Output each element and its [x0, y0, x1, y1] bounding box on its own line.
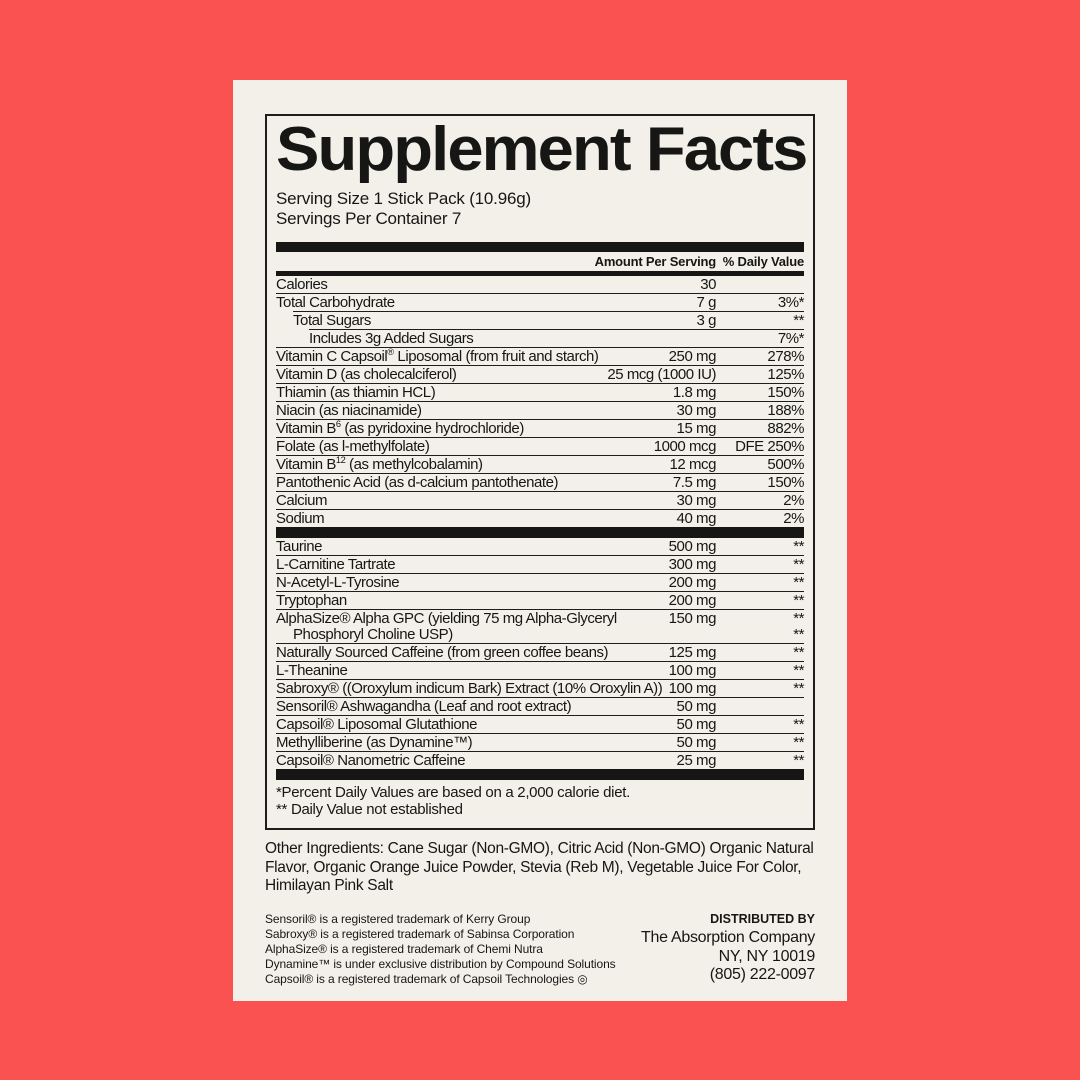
table-row: [276, 573, 804, 591]
amount-per-serving-value: 30 mg: [676, 492, 716, 510]
ingredient-name: Niacin (as niacinamide): [276, 402, 422, 420]
table-row: [276, 437, 804, 455]
table-row: [276, 509, 804, 527]
table-row: [276, 609, 804, 643]
amount-per-serving-value: 25 mg: [676, 752, 716, 770]
ingredient-name: L-Carnitine Tartrate: [276, 556, 396, 574]
amount-per-serving-value: 25 mcg (1000 IU): [607, 366, 716, 384]
divider-bar-top: [276, 242, 804, 252]
ingredient-name: Capsoil® Nanometric Caffeine: [276, 752, 466, 770]
other-ingredients: Other Ingredients: Cane Sugar (Non-GMO), Citric Acid (Non-GMO) Organic Natural Flavor, Organic Orange Juice Powder, Stevia (Reb M), Vegetable Juice For Color, Himilayan Pink Salt: [265, 840, 814, 895]
ingredient-name: Capsoil® Liposomal Glutathione: [276, 716, 478, 734]
amount-per-serving-value: 200 mg: [668, 592, 716, 610]
ingredient-name: Total Carbohydrate: [276, 294, 395, 312]
amount-per-serving-value: 150 mg: [668, 610, 716, 628]
column-headers: [276, 252, 804, 271]
ingredient-name: Naturally Sourced Caffeine (from green coffee beans): [276, 644, 609, 662]
trademark-line: AlphaSize® is a registered trademark of Chemi Nutra: [265, 941, 543, 956]
amount-per-serving-header: Amount Per Serving: [594, 254, 716, 270]
trademark-line: Dynamine™ is under exclusive distribution by Compound Solutions: [265, 956, 616, 971]
label-card: [233, 80, 847, 1001]
table-row: [276, 733, 804, 751]
amount-per-serving-value: 200 mg: [668, 574, 716, 592]
ingredient-name: Folate (as l-methylfolate): [276, 438, 430, 456]
trademark-lines: [265, 912, 641, 987]
percent-daily-value: DFE 250%: [735, 438, 804, 456]
ingredient-name: Calories: [276, 276, 328, 294]
active-ingredients-section: [276, 538, 804, 769]
percent-daily-value: 2%: [783, 492, 804, 510]
percent-daily-value: 7%*: [777, 330, 804, 348]
amount-per-serving-value: 50 mg: [676, 734, 716, 752]
ingredient-name: Vitamin $B^6$ (as pyridoxine hydrochloride): [276, 419, 524, 438]
percent-daily-value: ** **: [793, 610, 804, 644]
trademark-line: Sensoril® is a registered trademark of Kerry Group: [265, 911, 531, 926]
amount-per-serving-value: 500 mg: [668, 538, 716, 556]
table-row: [276, 276, 804, 293]
footnote-daily-values: *Percent Daily Values are based on a 2,000 calorie diet.: [276, 784, 630, 802]
percent-daily-value: **: [793, 574, 804, 592]
amount-per-serving-value: 7.5 mg: [672, 474, 716, 492]
amount-per-serving-value: 15 mg: [676, 420, 716, 438]
trademark-line: Sabroxy® is a registered trademark of Sabinsa Corporation: [265, 926, 575, 941]
table-row: [276, 661, 804, 679]
distributor-name: The Absorption Company: [641, 929, 815, 947]
amount-per-serving-value: 40 mg: [676, 510, 716, 528]
distributed-by-label: DISTRIBUTED BY: [710, 911, 815, 926]
percent-daily-value: 278%: [767, 348, 804, 366]
ingredient-name: Vitamin C Capsoil® Liposomal (from fruit and starch): [276, 347, 599, 366]
ingredient-name: AlphaSize® Alpha GPC (yielding 75 mg Alpha-Glyceryl Phosphoryl Choline USP): [276, 610, 617, 644]
ingredient-name: Calcium: [276, 492, 328, 510]
amount-per-serving-value: 1.8 mg: [672, 384, 716, 402]
ingredient-name: Tryptophan: [276, 592, 347, 610]
percent-daily-value: **: [793, 680, 804, 698]
percent-daily-value: 882%: [767, 420, 804, 438]
amount-per-serving-value: 125 mg: [668, 644, 716, 662]
ingredient-name: Total Sugars: [293, 312, 371, 330]
table-row: [276, 679, 804, 697]
supplement-facts-panel: [265, 114, 815, 830]
table-row: [276, 365, 804, 383]
ingredient-name: Sensoril® Ashwagandha (Leaf and root extract): [276, 698, 572, 716]
trademark-line: Capsoil® is a registered trademark of Capsoil Technologies ◎: [265, 971, 588, 986]
amount-per-serving-value: 1000 mcg: [653, 438, 716, 456]
table-row: [276, 383, 804, 401]
table-row: [276, 591, 804, 609]
footnote-not-established: ** Daily Value not established: [276, 801, 463, 819]
servings-per-container: Servings Per Container 7: [276, 209, 462, 229]
table-row: [276, 347, 804, 365]
ingredient-name: Sabroxy® ((Oroxylum indicum Bark) Extract (10% Oroxylin A)): [276, 680, 663, 698]
table-row: [276, 643, 804, 661]
table-row: [276, 401, 804, 419]
table-row: [276, 715, 804, 733]
divider-bar-middle: [276, 527, 804, 538]
table-row: [293, 311, 804, 329]
table-row: [276, 491, 804, 509]
table-row: [276, 697, 804, 715]
amount-per-serving-value: 300 mg: [668, 556, 716, 574]
amount-per-serving-value: 50 mg: [676, 698, 716, 716]
ingredient-name: Sodium: [276, 510, 325, 528]
distributor-block: [641, 912, 815, 985]
amount-per-serving-value: 100 mg: [668, 680, 716, 698]
percent-daily-value: 150%: [767, 474, 804, 492]
percent-daily-value: 500%: [767, 456, 804, 474]
table-row: [276, 419, 804, 437]
ingredient-name: Thiamin (as thiamin HCL): [276, 384, 436, 402]
amount-per-serving-value: 12 mcg: [669, 456, 716, 474]
percent-daily-value: **: [793, 662, 804, 680]
ingredient-name: N-Acetyl-L-Tyrosine: [276, 574, 400, 592]
amount-per-serving-value: 250 mg: [668, 348, 716, 366]
divider-bar-bottom: [276, 769, 804, 780]
percent-daily-value: **: [793, 644, 804, 662]
percent-daily-value: **: [793, 556, 804, 574]
amount-per-serving-value: 50 mg: [676, 716, 716, 734]
amount-per-serving-value: 30 mg: [676, 402, 716, 420]
footnotes: [276, 780, 804, 820]
percent-daily-value: 2%: [783, 510, 804, 528]
table-row: [309, 329, 804, 347]
percent-daily-value: **: [793, 716, 804, 734]
amount-per-serving-value: 3 g: [696, 312, 716, 330]
ingredient-name: L-Theanine: [276, 662, 348, 680]
distributor-address: NY, NY 10019: [718, 947, 815, 965]
percent-daily-value: **: [793, 312, 804, 330]
amount-per-serving-value: 100 mg: [668, 662, 716, 680]
ingredient-name: Methylliberine (as Dynamine™): [276, 734, 473, 752]
nutrients-section: [276, 276, 804, 527]
percent-daily-value: 3%*: [777, 294, 804, 312]
table-row: [276, 293, 804, 311]
serving-size: Serving Size 1 Stick Pack (10.96g): [276, 188, 531, 208]
amount-per-serving-value: 30: [700, 276, 716, 294]
ingredient-name: Vitamin D (as cholecalciferol): [276, 366, 457, 384]
percent-daily-value: **: [793, 734, 804, 752]
table-row: [276, 455, 804, 473]
table-row: [276, 473, 804, 491]
supplement-facts-title: Supplement Facts: [276, 115, 807, 184]
table-row: [276, 751, 804, 769]
percent-daily-value: **: [793, 752, 804, 770]
percent-daily-value: **: [793, 538, 804, 556]
percent-daily-value: 125%: [767, 366, 804, 384]
ingredient-name: Taurine: [276, 538, 323, 556]
percent-daily-value: 150%: [767, 384, 804, 402]
percent-daily-value: **: [793, 592, 804, 610]
table-row: [276, 538, 804, 555]
serving-info: [276, 189, 804, 230]
table-row: [276, 555, 804, 573]
percent-daily-value: 188%: [767, 402, 804, 420]
daily-value-header: % Daily Value: [722, 254, 804, 270]
distributor-phone: (805) 222-0097: [709, 966, 815, 984]
amount-per-serving-value: 7 g: [696, 294, 716, 312]
ingredient-name: Vitamin $B^{12}$ (as methylcobalamin): [276, 455, 483, 474]
ingredient-name: Pantothenic Acid (as d-calcium pantothenate): [276, 474, 559, 492]
ingredient-name: Includes 3g Added Sugars: [309, 330, 474, 348]
footer: [265, 912, 815, 987]
